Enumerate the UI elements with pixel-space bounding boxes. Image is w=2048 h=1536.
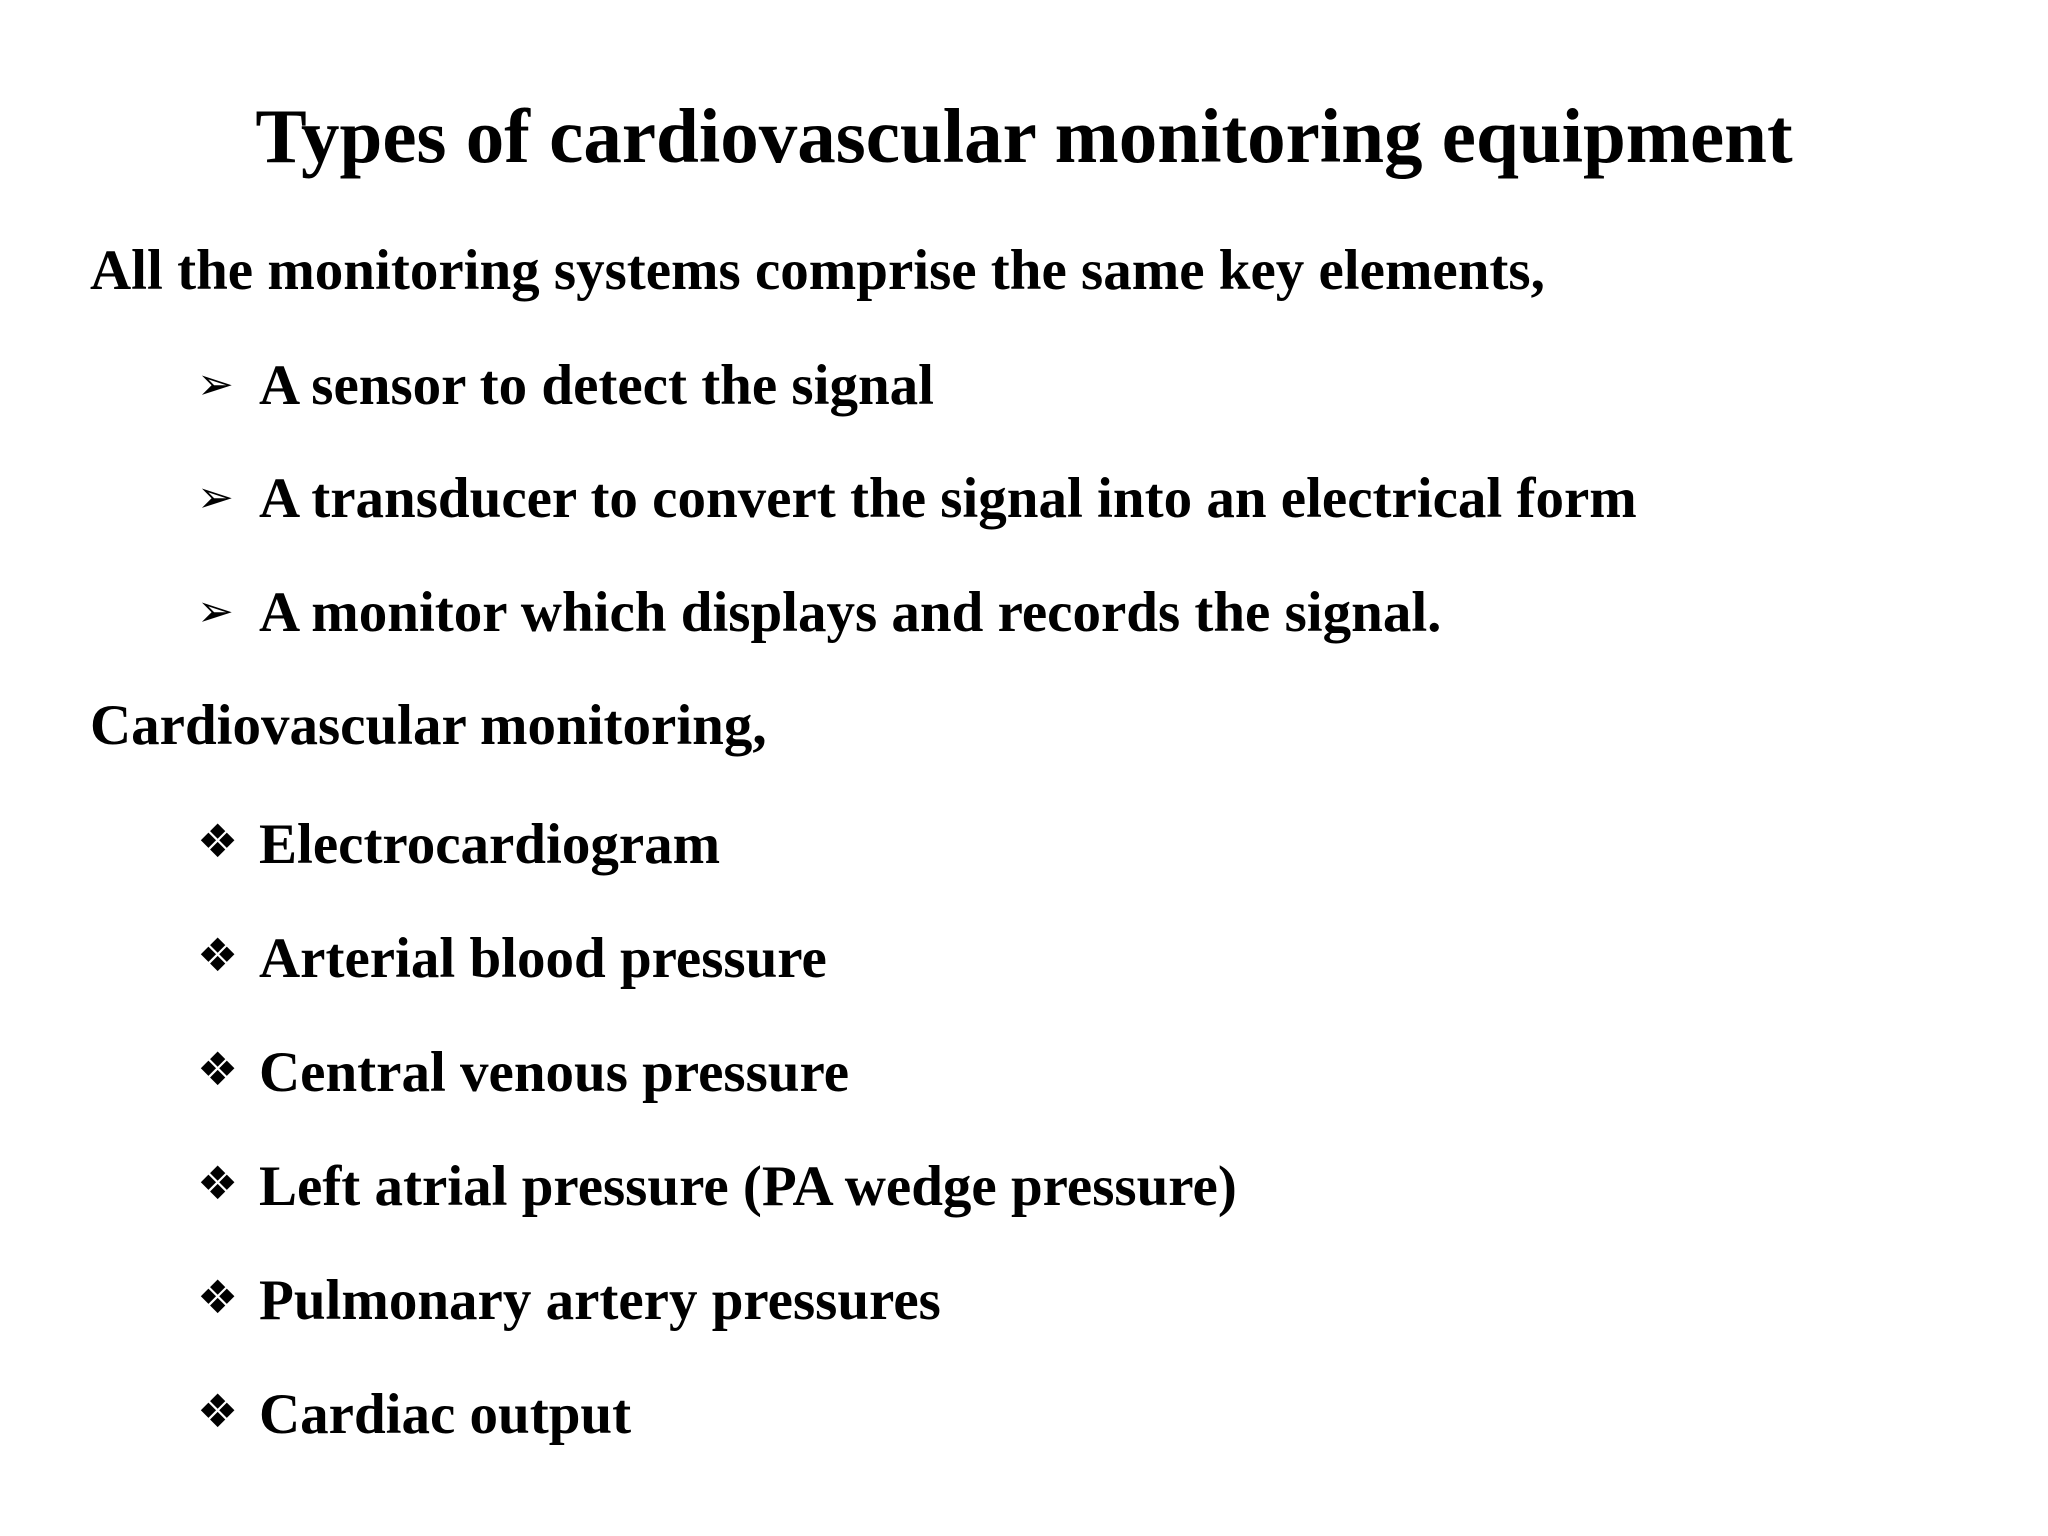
section-heading-key-elements: All the monitoring systems comprise the same key elements, bbox=[90, 239, 1545, 302]
diamond-bullet-icon: ❖ bbox=[197, 1270, 239, 1324]
list-item-text: A sensor to detect the signal bbox=[259, 354, 934, 417]
list-item-text: Central venous pressure bbox=[259, 1041, 850, 1104]
list-item-text: A transducer to convert the signal into an electrical form bbox=[259, 467, 1637, 530]
list-item-text: A monitor which displays and records the signal. bbox=[259, 581, 1442, 644]
list-item-text: Left atrial pressure (PA wedge pressure) bbox=[259, 1155, 1237, 1218]
slide-title: Types of cardiovascular monitoring equipment bbox=[255, 93, 1793, 179]
diamond-bullet-icon: ❖ bbox=[197, 814, 239, 868]
list-item bbox=[197, 463, 1637, 534]
list-item-text: Cardiac output bbox=[259, 1383, 632, 1446]
diamond-bullet-icon: ❖ bbox=[197, 1156, 239, 1210]
arrow-bullet-icon: ➢ bbox=[197, 359, 234, 410]
list-item bbox=[197, 1148, 1237, 1222]
diamond-bullet-icon: ❖ bbox=[197, 1384, 239, 1438]
section-heading-cardiovascular: Cardiovascular monitoring, bbox=[90, 694, 767, 757]
list-item-text: Electrocardiogram bbox=[259, 813, 721, 876]
list-item bbox=[197, 1262, 941, 1336]
list-item-text: Arterial blood pressure bbox=[259, 927, 827, 990]
arrow-bullet-icon: ➢ bbox=[197, 472, 234, 523]
list-item bbox=[197, 1034, 849, 1108]
diamond-bullet-icon: ❖ bbox=[197, 1042, 239, 1096]
list-item bbox=[197, 1376, 631, 1450]
list-item bbox=[197, 577, 1441, 648]
diamond-bullet-icon: ❖ bbox=[197, 928, 239, 982]
arrow-bullet-icon: ➢ bbox=[197, 586, 234, 637]
list-item bbox=[197, 350, 934, 421]
list-item-text: Pulmonary artery pressures bbox=[259, 1269, 941, 1332]
list-item bbox=[197, 806, 720, 880]
list-item bbox=[197, 920, 827, 994]
